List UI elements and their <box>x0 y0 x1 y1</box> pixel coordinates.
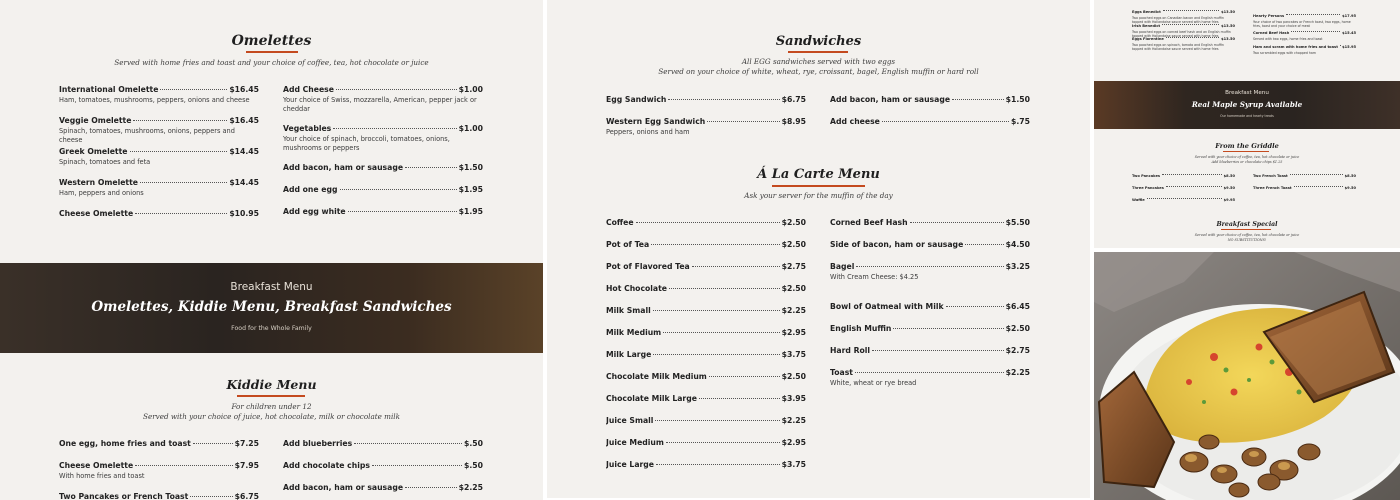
dot-leader <box>666 442 780 443</box>
menu-item-name: Juice Medium <box>606 438 664 447</box>
dot-leader <box>333 128 456 129</box>
banner-title: Omelettes, Kiddie Menu, Breakfast Sandwiches <box>91 299 452 315</box>
menu-item-price: $.50 <box>464 439 483 448</box>
sandwiches-title-underline <box>788 51 848 53</box>
menu-item-name: Pot of Tea <box>606 240 650 249</box>
menu-item-price: $9.50 <box>1223 186 1235 190</box>
menu-item-price: $2.50 <box>781 372 806 381</box>
menu-item-price: $4.50 <box>1005 240 1030 249</box>
menu-item-name: Irish Benedict <box>1132 23 1161 28</box>
dot-leader <box>1166 37 1219 38</box>
menu-item <box>283 439 483 450</box>
menu-item <box>830 240 1030 251</box>
special-subtitle: Served with your choice of coffee, tea, hot chocolate or juice <box>1194 233 1300 237</box>
menu-item-price: $2.25 <box>781 306 806 315</box>
dot-leader <box>707 121 779 122</box>
menu-item-description: Your choice of two pancakes or French toast, two eggs, home fries, toast and your choice of meat <box>1253 20 1351 29</box>
menu-item <box>606 117 806 128</box>
menu-item-price: $8.50 <box>1344 174 1356 178</box>
menu-item-name: Add bacon, ham or sausage <box>283 483 404 492</box>
menu-item-name: Chocolate Milk Medium <box>606 372 707 381</box>
menu-item-price: $17.95 <box>1342 14 1356 18</box>
dot-leader <box>348 211 457 212</box>
menu-item-description: Ham, peppers and onions <box>59 189 144 197</box>
griddle-subtitle-addons: Add blueberries or chocolate chips $1.25 <box>1211 160 1283 164</box>
menu-item-price: $3.25 <box>1005 262 1030 271</box>
menu-item <box>1253 186 1356 192</box>
menu-item-name: Cheese Omelette <box>59 209 134 218</box>
menu-item <box>283 163 483 174</box>
dot-leader <box>133 120 227 121</box>
dot-leader <box>856 266 1003 267</box>
menu-item <box>283 207 483 218</box>
dot-leader <box>1286 14 1340 15</box>
menu-item-name: Egg Sandwich <box>606 95 667 104</box>
menu-item <box>283 483 483 494</box>
menu-item-price: $7.95 <box>234 461 259 470</box>
dot-leader <box>190 496 232 497</box>
menu-item <box>1132 198 1235 204</box>
menu-item-name: Vegetables <box>283 124 332 133</box>
menu-item <box>606 328 806 339</box>
kiddie-title: Kiddie Menu <box>226 377 317 392</box>
dot-leader <box>336 89 457 90</box>
dot-leader <box>405 487 457 488</box>
dot-leader <box>653 354 779 355</box>
menu-item <box>830 218 1030 229</box>
menu-item-price: $14.45 <box>229 178 259 187</box>
specials-griddle-panel <box>1094 0 1400 248</box>
banner-tagline: Food for the Whole Family <box>231 325 312 332</box>
menu-item-name: Eggs Benedict <box>1132 10 1161 14</box>
menu-item-price: $6.45 <box>1005 302 1030 311</box>
alacarte-subtitle: Ask your server for the muffin of the day <box>744 191 893 200</box>
menu-item-price: $2.75 <box>1005 346 1030 355</box>
menu-item-name: Add chocolate chips <box>283 461 370 470</box>
dot-leader <box>655 420 779 421</box>
menu-item-name: Two Pancakes <box>1132 174 1161 178</box>
dot-leader <box>140 182 227 183</box>
menu-item-name: English Muffin <box>830 324 892 333</box>
menu-item-price: $2.50 <box>1005 324 1030 333</box>
menu-item-name: Pot of Flavored Tea <box>606 262 690 271</box>
menu-item-description: White, wheat or rye bread <box>830 379 917 387</box>
dot-leader <box>952 99 1004 100</box>
menu-item-price: $.75 <box>1011 117 1030 126</box>
menu-item-name: Cheese Omelette <box>59 461 134 470</box>
menu-item <box>606 262 806 273</box>
dot-leader <box>699 398 780 399</box>
menu-item-name: Add bacon, ham or sausage <box>830 95 951 104</box>
alacarte-title: Á La Carte Menu <box>757 167 880 182</box>
menu-item-price: $15.45 <box>1342 31 1356 35</box>
special-title-underline <box>1221 229 1271 230</box>
menu-item <box>830 324 1030 335</box>
menu-item-price: $1.00 <box>458 85 483 94</box>
menu-item <box>606 306 806 317</box>
menu-item-price: $2.50 <box>781 218 806 227</box>
dot-leader <box>1163 10 1219 11</box>
menu-item-description: Two scrambled eggs with chopped ham <box>1253 50 1316 55</box>
breakfast-menu-banner <box>0 263 543 353</box>
menu-item-name: International Omelette <box>59 85 159 94</box>
menu-item <box>283 124 483 135</box>
banner-heading: Breakfast Menu <box>230 281 313 293</box>
menu-item-price: $2.50 <box>781 240 806 249</box>
menu-item <box>606 460 806 471</box>
kiddie-title-underline <box>237 395 305 397</box>
menu-item-price: $1.50 <box>458 163 483 172</box>
menu-item-description: Spinach, tomatoes and feta <box>59 158 151 166</box>
dot-leader <box>1294 186 1343 187</box>
dot-leader <box>1290 174 1343 175</box>
menu-item-name: Bagel <box>830 262 855 271</box>
dot-leader <box>656 464 780 465</box>
menu-item-name: Eggs Florentine <box>1132 37 1164 41</box>
menu-item-price: $5.50 <box>1005 218 1030 227</box>
menu-item-description: Ham, tomatoes, mushrooms, peppers, onions and cheese <box>59 96 250 104</box>
dot-leader <box>651 244 779 245</box>
menu-item-name: Greek Omelette <box>59 147 128 156</box>
menu-item <box>606 372 806 383</box>
menu-item-price: $13.50 <box>1221 23 1235 28</box>
menu-item-name: Waffle <box>1132 198 1145 202</box>
menu-item-name: Western Egg Sandwich <box>606 117 706 126</box>
menu-item-price: $13.50 <box>1221 10 1235 14</box>
menu-item-name: Three French Toast <box>1253 186 1292 190</box>
dot-leader <box>135 213 227 214</box>
menu-item <box>59 178 259 189</box>
menu-item-name: Three Pancakes <box>1132 186 1164 190</box>
menu-item-name: Add one egg <box>283 185 338 194</box>
menu-item-name: Juice Large <box>606 460 655 469</box>
menu-item-description: With Cream Cheese: $4.25 <box>830 273 919 281</box>
menu-item-description: Peppers, onions and ham <box>606 128 690 136</box>
menu-item <box>1253 174 1356 180</box>
menu-item-name: Toast <box>830 368 853 377</box>
griddle-title: From the Griddle <box>1215 142 1279 150</box>
menu-item-price: $3.75 <box>781 460 806 469</box>
dot-leader <box>668 99 779 100</box>
menu-item <box>830 117 1030 128</box>
maple-banner-title: Real Maple Syrup Available <box>1191 100 1303 109</box>
menu-item <box>1132 174 1235 180</box>
menu-item-name: Ham and scram with home fries and toast <box>1253 44 1338 49</box>
menu-item-description: Two poached eggs on corned beef hash and an English muffin topped with Hollandaise sauce served with home fries <box>1132 29 1231 38</box>
dot-leader <box>692 266 780 267</box>
sandwiches-title: Sandwiches <box>775 34 862 49</box>
omelettes-title-underline <box>246 51 298 53</box>
menu-item-name: Corned Beef Hash <box>1253 31 1290 35</box>
menu-item-name: Milk Medium <box>606 328 662 337</box>
menu-item-name: Side of bacon, ham or sausage <box>830 240 964 249</box>
menu-item-name: Western Omelette <box>59 178 138 187</box>
menu-item-price: $2.75 <box>781 262 806 271</box>
special-no-substitutions: NO SUBSTITUTIONS! <box>1227 238 1267 242</box>
menu-item-description: Your choice of spinach, broccoli, tomatoes, onions, mushrooms or peppers <box>283 135 450 152</box>
menu-item-price: $2.25 <box>1005 368 1030 377</box>
menu-item-name: Milk Large <box>606 350 652 359</box>
menu-item-price: $13.50 <box>1221 37 1235 41</box>
menu-item <box>830 346 1030 357</box>
menu-item-price: $14.45 <box>229 147 259 156</box>
dot-leader <box>130 151 228 152</box>
menu-item <box>59 209 259 220</box>
dot-leader <box>946 306 1004 307</box>
dot-leader <box>882 121 1009 122</box>
menu-item-name: Veggie Omelette <box>59 116 132 125</box>
dot-leader <box>1166 186 1222 187</box>
menu-item-name: Bowl of Oatmeal with Milk <box>830 302 944 311</box>
dot-leader <box>135 465 232 466</box>
griddle-title-underline <box>1223 151 1269 152</box>
menu-item <box>59 147 259 158</box>
menu-item-price: $1.95 <box>458 207 483 216</box>
menu-item <box>606 394 806 405</box>
menu-item-price: $1.50 <box>1005 95 1030 104</box>
dot-leader <box>340 189 457 190</box>
menu-item-price: $8.95 <box>781 117 806 126</box>
menu-item-price: $3.75 <box>781 350 806 359</box>
maple-banner-tagline: Our homemade and hearty treats <box>1220 114 1274 118</box>
menu-item-name: Add blueberries <box>283 439 353 448</box>
menu-item-name: Corned Beef Hash <box>830 218 908 227</box>
kiddie-subtitle-drinks: Served with your choice of juice, hot chocolate, milk or chocolate milk <box>143 412 400 421</box>
menu-item <box>606 240 806 251</box>
menu-item <box>59 461 259 472</box>
menu-item <box>59 439 259 450</box>
menu-item-name: Add bacon, ham or sausage <box>283 163 404 172</box>
dot-leader <box>663 332 779 333</box>
dot-leader <box>636 222 780 223</box>
menu-item-price: $6.75 <box>234 492 259 500</box>
dot-leader <box>160 89 227 90</box>
menu-item-price: $8.50 <box>1223 174 1235 178</box>
omelette-plate-image <box>1094 252 1400 500</box>
menu-item-price: $1.95 <box>458 185 483 194</box>
dot-leader <box>709 376 780 377</box>
omelettes-title: Omelettes <box>231 33 312 49</box>
menu-item <box>606 350 806 361</box>
dot-leader <box>910 222 1004 223</box>
dot-leader <box>872 350 1004 351</box>
menu-item-name: Hot Chocolate <box>606 284 668 293</box>
menu-item-price: $9.50 <box>1344 186 1356 190</box>
menu-item-price: $.50 <box>464 461 483 470</box>
menu-item-price: $1.00 <box>458 124 483 133</box>
menu-item-price: $10.95 <box>229 209 259 218</box>
dot-leader <box>372 465 462 466</box>
dot-leader <box>1147 198 1222 199</box>
menu-item-name: One egg, home fries and toast <box>59 439 191 448</box>
menu-item-name: Add cheese <box>830 117 880 126</box>
menu-item-description: Served with two eggs, home fries and toast <box>1253 37 1323 41</box>
menu-item <box>59 85 259 96</box>
sandwiches-subtitle-eggs: All EGG sandwiches served with two eggs <box>741 57 896 66</box>
alacarte-title-underline <box>772 185 865 187</box>
menu-item <box>1132 186 1235 192</box>
menu-item <box>59 492 259 500</box>
menu-item-description: Two poached eggs on Canadian bacon and English muffin topped with Hollandaise sauce served with home fries <box>1132 16 1224 25</box>
menu-item-price: $16.45 <box>229 116 259 125</box>
menu-item-name: Milk Small <box>606 306 651 315</box>
menu-item <box>606 416 806 427</box>
griddle-subtitle: Served with your choice of coffee, tea, hot chocolate or juice <box>1194 155 1300 159</box>
menu-item-name: Add egg white <box>283 207 346 216</box>
dot-leader <box>653 310 780 311</box>
menu-item-price: $2.95 <box>781 328 806 337</box>
menu-item <box>606 284 806 295</box>
kiddie-subtitle-age: For children under 12 <box>231 402 312 411</box>
menu-item-description: Spinach, tomatoes, mushrooms, onions, peppers and cheese <box>59 127 235 144</box>
menu-item <box>283 461 483 472</box>
menu-item <box>830 262 1030 273</box>
dot-leader <box>354 443 462 444</box>
menu-item-name: Coffee <box>606 218 634 227</box>
menu-item <box>606 218 806 229</box>
menu-item <box>606 95 806 106</box>
dot-leader <box>855 372 1004 373</box>
omelettes-subtitle: Served with home fries and toast and your choice of coffee, tea, hot chocolate or juice <box>114 58 429 67</box>
menu-item-price: $2.95 <box>781 438 806 447</box>
special-title: Breakfast Special <box>1216 221 1278 228</box>
menu-item-name: Hearty Persons <box>1253 14 1285 18</box>
dot-leader <box>669 288 780 289</box>
menu-item-price: $2.50 <box>781 284 806 293</box>
menu-item-description: With home fries and toast <box>59 472 145 480</box>
maple-banner-heading: Breakfast Menu <box>1225 90 1269 96</box>
menu-item-name: Juice Small <box>606 416 654 425</box>
menu-item-description: Your choice of Swiss, mozzarella, American, pepper jack or cheddar <box>283 96 477 113</box>
menu-item-name: Two Pancakes or French Toast <box>59 492 189 500</box>
menu-item <box>59 116 259 127</box>
menu-item-name: Two French Toast <box>1253 174 1288 178</box>
menu-item-name: Chocolate Milk Large <box>606 394 697 403</box>
maple-syrup-banner <box>1094 81 1400 129</box>
menu-item-price: $6.75 <box>781 95 806 104</box>
sandwiches-subtitle-bread: Served on your choice of white, wheat, rye, croissant, bagel, English muffin or hard roll <box>658 67 979 76</box>
menu-item <box>283 185 483 196</box>
menu-item-name: Hard Roll <box>830 346 871 355</box>
dot-leader <box>193 443 233 444</box>
menu-item-price: $9.95 <box>1223 198 1235 202</box>
menu-item <box>606 438 806 449</box>
sandwiches-alacarte-panel <box>547 0 1090 498</box>
menu-item-price: $15.95 <box>1342 44 1356 49</box>
menu-item-description: Two poached eggs on spinach, tomato and English muffin topped with Hollandaise sauce served with home fries <box>1132 43 1224 52</box>
dot-leader <box>1291 31 1340 32</box>
dot-leader <box>405 167 457 168</box>
menu-item-name: Add Cheese <box>283 85 334 94</box>
dot-leader <box>1162 174 1222 175</box>
menu-item <box>830 368 1030 379</box>
omelette-plate-photo <box>1094 252 1400 500</box>
menu-item-price: $7.25 <box>234 439 259 448</box>
menu-item-price: $16.45 <box>229 85 259 94</box>
menu-item-price: $3.95 <box>781 394 806 403</box>
omelettes-menu-panel <box>0 0 543 500</box>
dot-leader <box>893 328 1003 329</box>
dot-leader <box>1162 24 1219 25</box>
menu-item-price: $2.25 <box>458 483 483 492</box>
menu-item <box>283 85 483 96</box>
menu-item <box>830 95 1030 106</box>
dot-leader <box>965 244 1003 245</box>
menu-item-price: $2.25 <box>781 416 806 425</box>
menu-item <box>830 302 1030 313</box>
